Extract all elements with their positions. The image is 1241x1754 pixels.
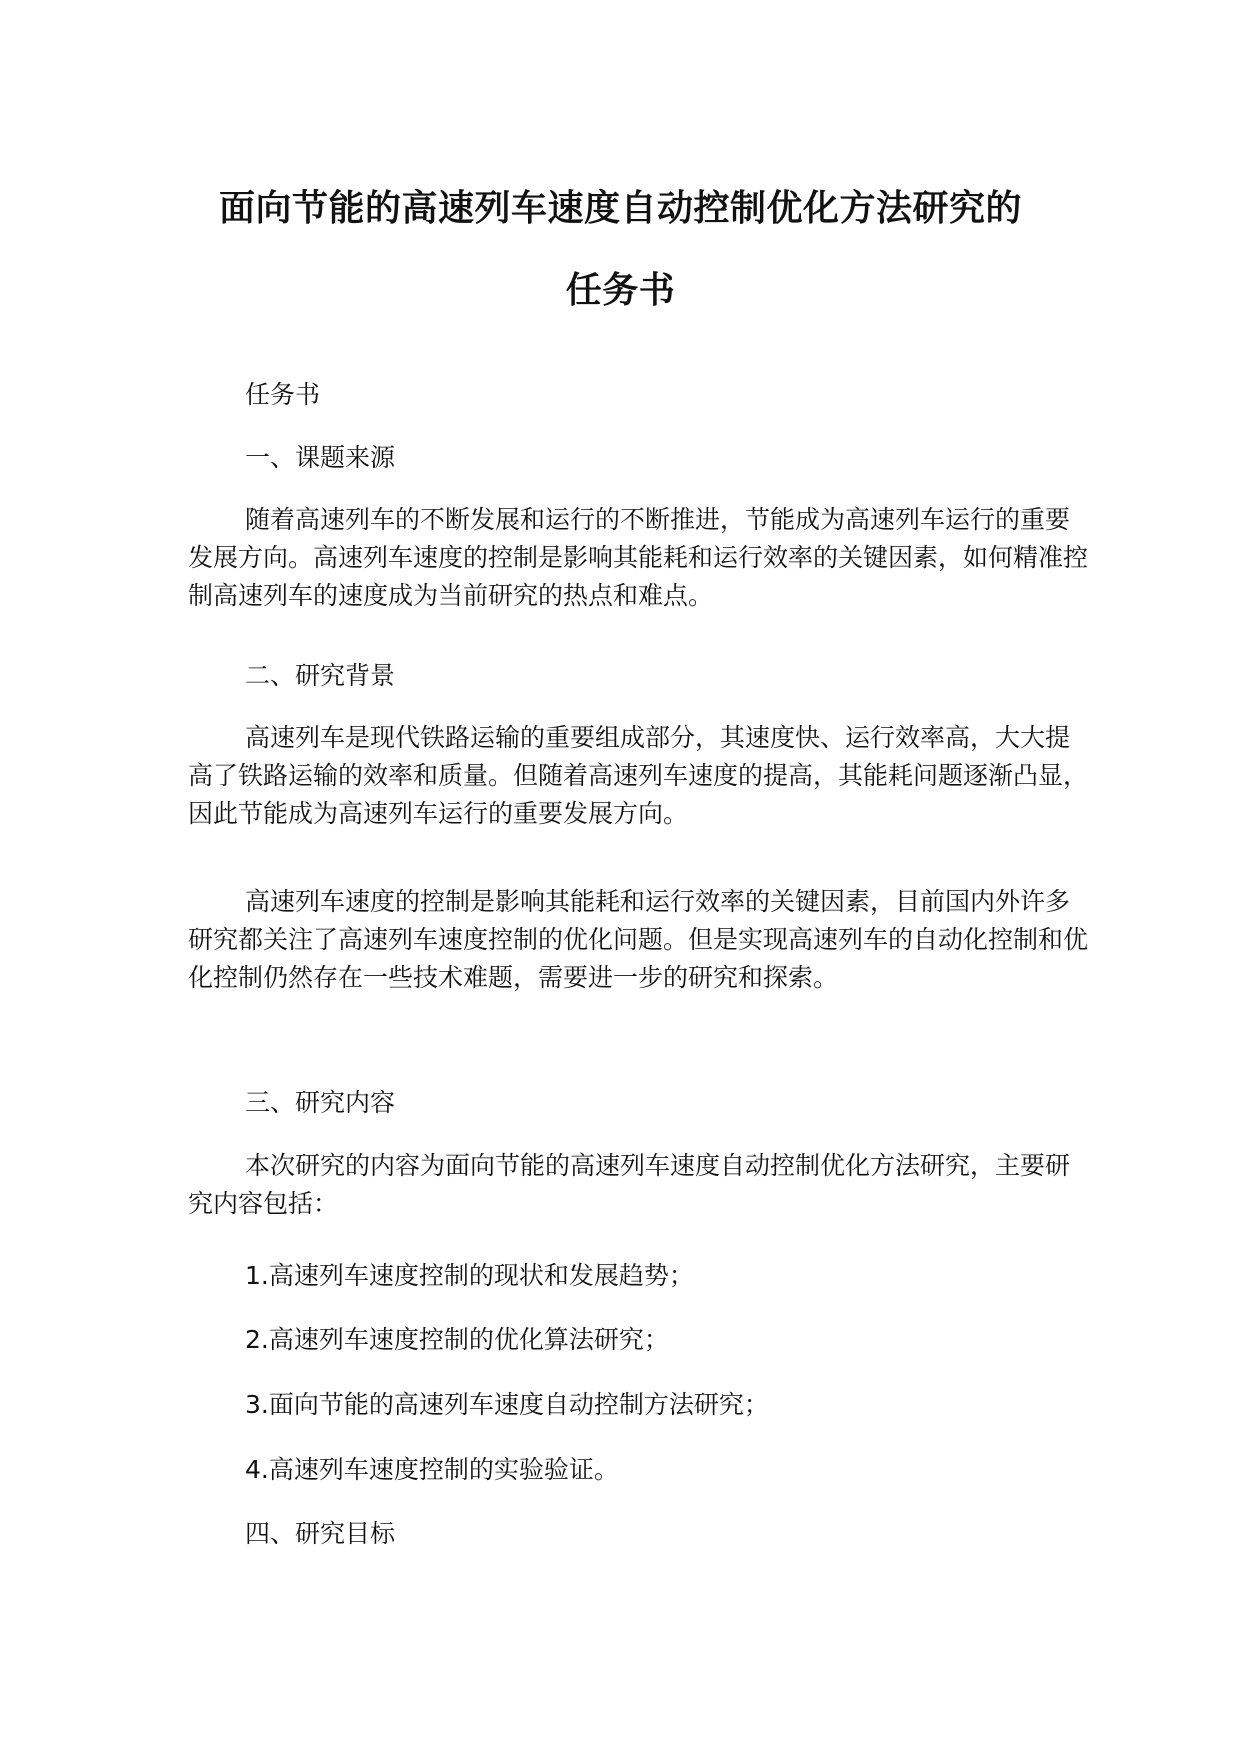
- section-paragraph-content: 本次研究的内容为面向节能的高速列车速度自动控制优化方法研究，主要研究内容包括：: [188, 1151, 1071, 1218]
- section-heading-source: 一、课题来源: [245, 443, 396, 472]
- content-list-item: 1.高速列车速度控制的现状和发展趋势；: [245, 1261, 694, 1290]
- section-paragraph-background-2: 高速列车速度的控制是影响其能耗和运行效率的关键因素，目前国内外许多研究都关注了高速列车速度控制的优化问题。但是实现高速列车的自动化控制和优化控制仍然存在一些技术难题，需要进一步的研究和探索。: [188, 887, 1089, 992]
- content-list-item: 3.面向节能的高速列车速度自动控制方法研究；: [245, 1390, 769, 1419]
- document-label: 任务书: [245, 380, 321, 409]
- section-paragraph-background-1: 高速列车是现代铁路运输的重要组成部分，其速度快、运行效率高，大大提高了铁路运输的效率和质量。但随着高速列车速度的提高，其能耗问题逐渐凸显，因此节能成为高速列车运行的重要发展方向。: [188, 723, 1089, 828]
- document-title-line-2: 任务书: [565, 270, 676, 311]
- section-heading-content: 三、研究内容: [245, 1088, 396, 1117]
- section-paragraph-source: 随着高速列车的不断发展和运行的不断推进，节能成为高速列车运行的重要发展方向。高速列车速度的控制是影响其能耗和运行效率的关键因素，如何精准控制高速列车的速度成为当前研究的热点和难点。: [188, 505, 1089, 610]
- section-heading-background: 二、研究背景: [245, 661, 396, 690]
- content-list-item: 2.高速列车速度控制的优化算法研究；: [245, 1325, 669, 1354]
- section-heading-goal: 四、研究目标: [245, 1519, 396, 1548]
- content-list-item: 4.高速列车速度控制的实验验证。: [245, 1455, 619, 1484]
- document-title-line-1: 面向节能的高速列车速度自动控制优化方法研究的: [218, 188, 1022, 229]
